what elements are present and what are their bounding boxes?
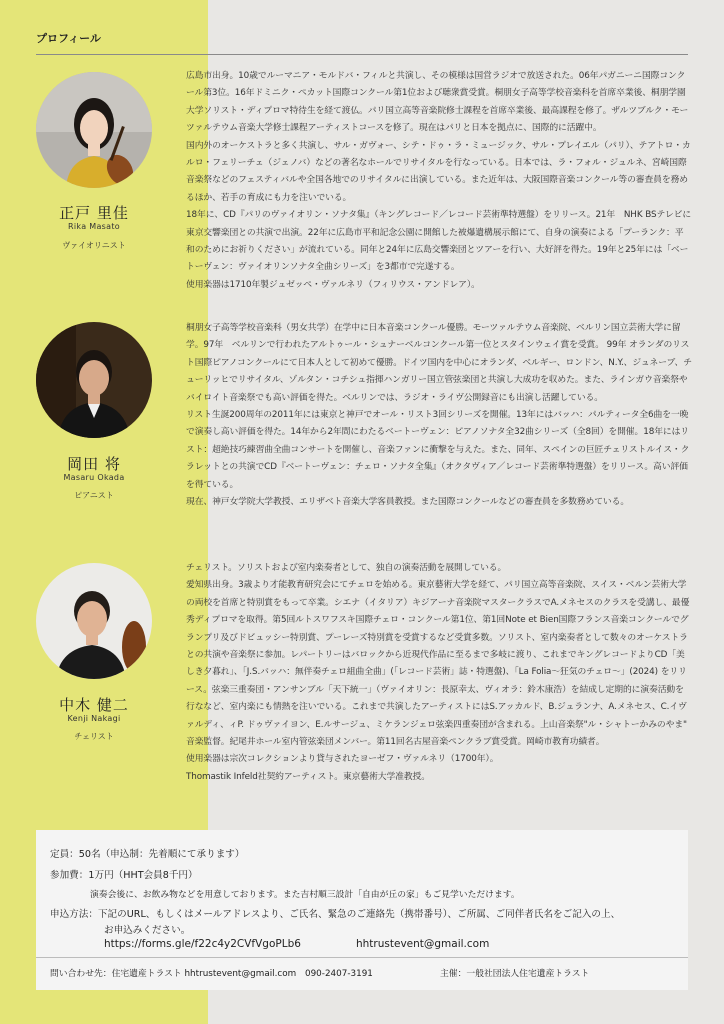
performer-role: ヴァイオリニスト bbox=[62, 241, 126, 250]
bio-paragraph: リスト生誕200周年の2011年には東京と神戸でオール・リスト3回シリーズを開催。13年にはバッハ：パルティータ全6曲を一晩で演奏し高い評価を得た。14年から2年間にわたるベートーヴェン：ピアノソナタ全32曲シリーズ（全8回）を開催。18年にはリスト：超絶技巧練習曲全曲コンサートを開催し、音楽ファンに衝撃を与えた。また、同年、スペインの巨匠チェリストルイス・クラレットとの共演でCD『ベートーヴェン：チェロ・ソナタ全集』（オクタヴィア／レコード芸術準特選盤）をリリース。高い評価を得ている。 bbox=[186, 410, 690, 490]
fee-note: 演奏会後に、お飲み物などを用意しております。また吉村順三設計「自由が丘の家」もご見学いただけます。 bbox=[90, 890, 520, 900]
pianist-photo bbox=[36, 322, 152, 438]
cellist-photo bbox=[36, 563, 152, 679]
application-url-link[interactable]: https://forms.gle/f22c4y2CVfVgoPLb6 bbox=[104, 938, 301, 950]
organizer-text: 主催：一般社団法人住宅遺産トラスト bbox=[440, 969, 590, 979]
bio-paragraph: 桐朋女子高等学校音楽科（男女共学）在学中に日本音楽コンクール優勝。モーツァルテウム音楽院、ベルリン国立芸術大学に留学。97年 ベルリンで行われたアルトゥール・シュナーベルコンクール第一位とスタインウェイ賞を受賞。 99年 オランダのリスト国際ピアノコンクールにて日本人として初めて優勝。ドイツ国内を中心にオランダ、ベルギー、ロンドン、N.Y.、ジュネーブ、チューリッヒでリサイタル、ゾルタン・コチシュ指揮ハンガリー国立管弦楽団と共演し大成功を収めた。また、ラインガウ音楽祭やバイロイト音楽祭でも高い評価を得た。ベルリンでは、ラジオ・ライヴ公開録音にも出演し活躍している。 bbox=[186, 323, 692, 403]
performer-bio bbox=[186, 68, 692, 294]
apply-method-text-cont: お申込みください。 bbox=[104, 925, 191, 936]
application-email-link[interactable]: hhtrustevent@gmail.com bbox=[356, 938, 490, 950]
performer-romaji: Kenji Nakagi bbox=[67, 714, 121, 723]
performer-bio bbox=[186, 560, 696, 786]
apply-method-text: 申込方法：下記のURL、もしくはメールアドレスより、ご氏名、緊急のご連絡先（携帯番号）、ご所属、ご同伴者氏名をご記入の上、 bbox=[50, 909, 621, 920]
title-divider bbox=[36, 54, 688, 55]
fee-text: 参加費：1万円（HHT会員8千円） bbox=[50, 870, 198, 881]
violinist-photo bbox=[36, 72, 152, 188]
performer-name: 正戸 里佳 bbox=[59, 204, 129, 222]
bio-paragraph: 現在、神戸女学院大学教授、エリザベト音楽大学客員教授。また国際コンクールなどの審査員を多数務めている。 bbox=[186, 497, 630, 508]
bio-paragraph: 使用楽器は宗次コレクションより貸与されたヨーゼフ・ヴァルネリ（1700年）。 bbox=[186, 754, 499, 765]
bio-paragraph: 愛知県出身。3歳より才能教育研究会にてチェロを始める。東京藝術大学を経て、パリ国立高等音楽院、スイス・ベルン芸術大学の両校を首席と特別賞をもって卒業。シエナ（イタリア）キジアーナ音楽院マスタークラスでA.メネセスのクラスを受講し、最優秀ディプロマを取得。第5回ルトスワフスキ国際チェロ・コンクール第1位、第1回Note et Bien国際フランス音楽コンクールでグランプリ及びドビュッシー特別賞、プーレーズ特別賞を受賞するなど受賞多数。ソリスト、室内楽奏者として数々のオーケストラとの共演や音楽祭に参加。レパートリーはバロックから近現代作品に至るまで多岐に渡り、これまでキングレコードよりCD「美しき夕暮れ」、「J.S.バッハ：無伴奏チェロ組曲全曲」(「レコード芸術」誌・特選盤)、「La Folia〜狂気のチェロ〜」(2024) をリリース。弦楽三重奏団・アンサンブル「天下統一」（ヴァイオリン：長原幸太、ヴィオラ：鈴木康浩）を結成し定期的に演奏活動を行ななど、室内楽にも情熱を注いでいる。これまで共演したアーティストにはS.アッカルド、B.ジュランナ、A.メネセス、C.イヴァルディ、ィP. ドゥヴァイヨン、E.ルサージュ、ミケランジェロ弦楽四重奏団が含まれる。上山音楽祭"ル・シャトーかみのやま" 音楽監督。紀尾井ホール室内管弦楽団メンバー。第11回名古屋音楽ペンクラブ賞受賞。岡崎市教育功績者。 bbox=[186, 580, 696, 748]
bio-paragraph: 広島市出身。10歳でルーマニア・モルドバ・フィルと共演し、その模様は国営ラジオで放送された。06年パガニーニ国際コンクール第3位。16年ドミニク・ペカット国際コンクール第1位および聴衆賞受賞。桐朋女子高等学校音楽科を首席卒業後、桐朋学園大学ソリスト・ディプロマ特待生を経て渡仏。パリ国立高等音楽院修士課程を首席卒業後、最高課程を修了。ザルツブルク・モーツァルテウム音楽大学修士課程アーティストコースを修了。現在はパリと日本を拠点に、国際的に活躍中。 bbox=[186, 71, 689, 134]
performer-name: 岡田 将 bbox=[67, 455, 121, 473]
bio-paragraph: チェリスト。ソリストおよび室内楽奏者として、独自の演奏活動を展開している。 bbox=[186, 563, 507, 573]
contact-text: 問い合わせ先：住宅遺産トラスト hhtrustevent@gmail.com 090-2407-3191 bbox=[50, 969, 373, 979]
bio-paragraph: Thomastik Infeld社契約アーティスト。東京藝術大学准教授。 bbox=[186, 771, 430, 782]
bio-paragraph: 使用楽器は1710年製ジュゼッペ・ヴァルネリ（フィリウス・アンドレア）。 bbox=[186, 279, 480, 290]
performer-bio bbox=[186, 320, 692, 511]
section-title: プロフィール bbox=[36, 32, 101, 45]
info-divider bbox=[36, 957, 688, 958]
performer-name: 中木 健二 bbox=[59, 696, 129, 714]
bio-paragraph: 国内外のオーケストラと多く共演し、サル・ガヴォー、シテ・ドゥ・ラ・ミュージック、サル・プレイエル（パリ）、テアトロ・カルロ・フェリーチェ（ジェノバ）などの著名なホールでリサイタルを行なっている。日本では、ラ・フォル・ジュルネ、宮崎国際音楽祭などのフェスティバルや全国各地でのリサイタルに出演している。また近年は、大阪国際音楽コンクール等の審査員を務めるほか、若手の育成にも力を注いでいる。 bbox=[186, 140, 691, 203]
capacity-text: 定員：50名（申込制：先着順にて承ります） bbox=[50, 849, 245, 860]
performer-role: チェリスト bbox=[74, 732, 114, 741]
performer-romaji: Masaru Okada bbox=[63, 473, 125, 482]
performer-romaji: Rika Masato bbox=[68, 222, 120, 231]
bio-paragraph: 18年に、CD『パリのヴァイオリン・ソナタ集』（キングレコード／レコード芸術準特選盤）をリリース。21年 NHK BSテレビに東京交響楽団との共演で出演。22年に広島市平和記念公園に開館した被爆遺構展示館にて、自身の演奏による「プーランク：平和のためにお祈りください」が流れている。同年と24年に広島交響楽団とツアーを行い、大好評を得た。19年と25年には「ベートーヴェン：ヴァイオリンソナタ全曲シリーズ」を3都市で完遂する。 bbox=[186, 210, 692, 273]
performer-role: ピアニスト bbox=[74, 491, 114, 500]
